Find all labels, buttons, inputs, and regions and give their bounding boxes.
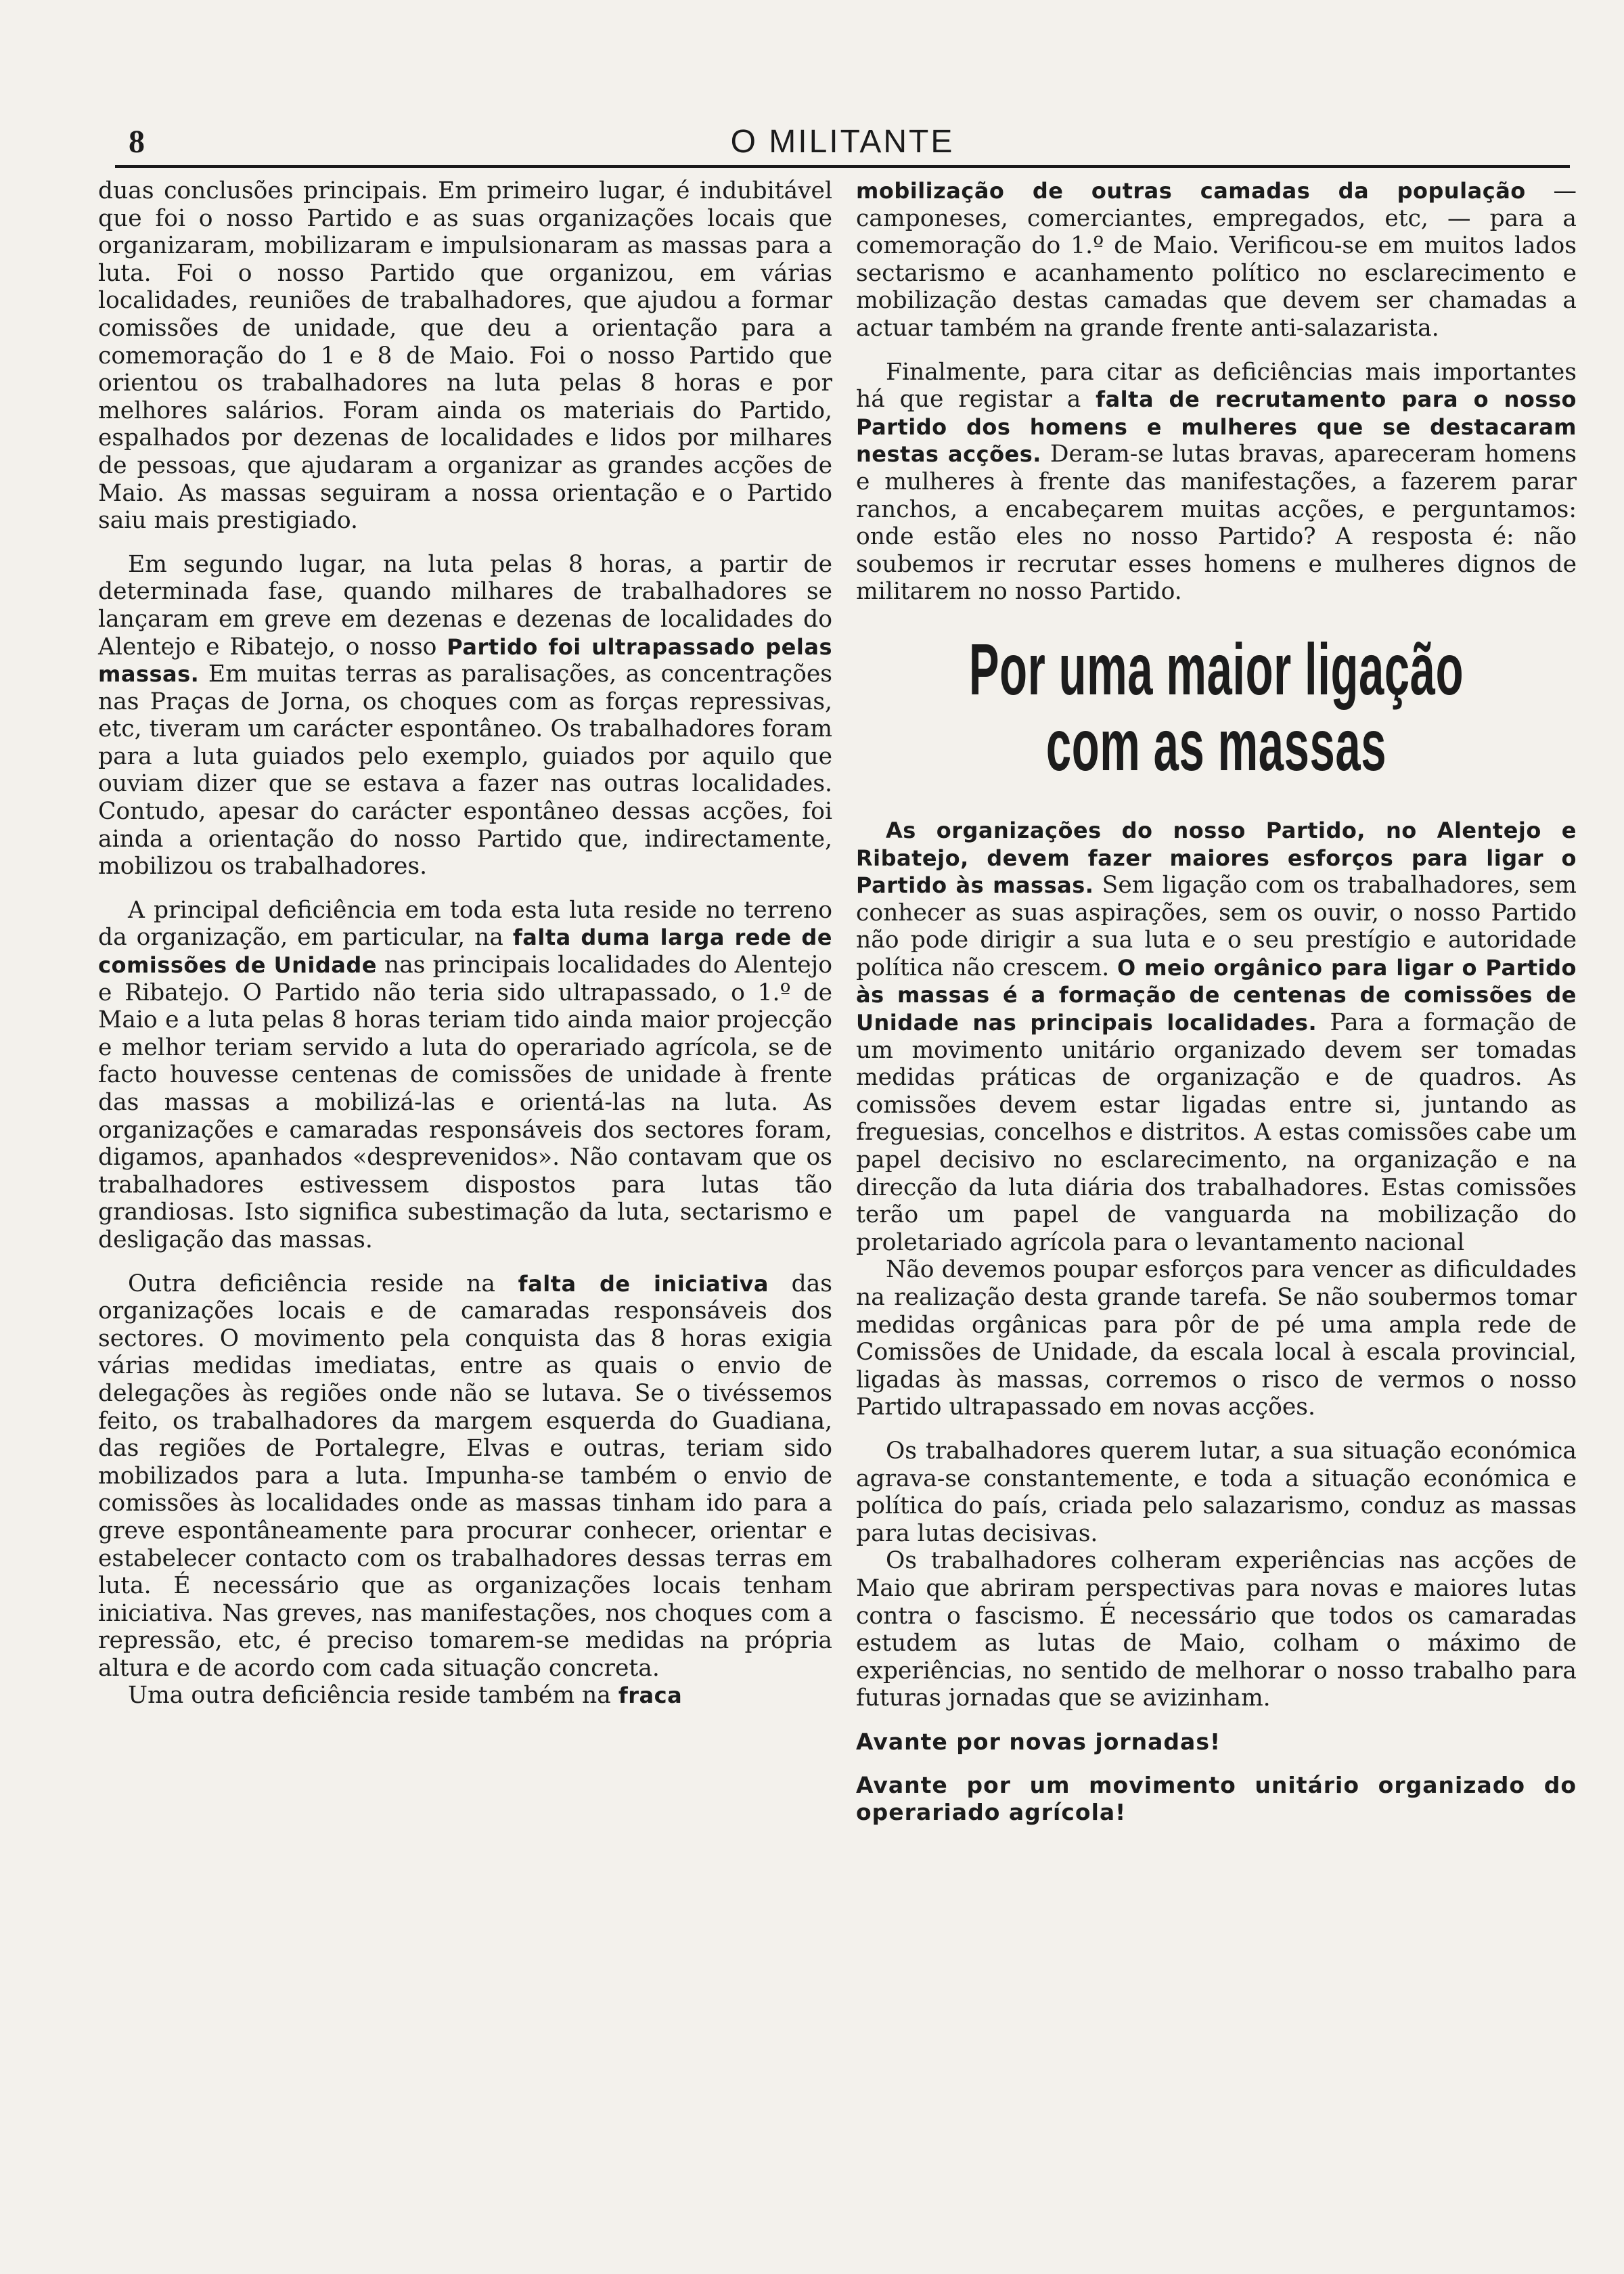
paragraph-text: Em segundo lugar, na luta pelas 8 horas, a partir de determinada fase, quando milhares de trabalhadores se lançaram em greve em dezenas e dezenas de localidades do Alentejo e Ribatejo, o nosso [98,550,832,661]
slogan: Avante por novas jornadas! [856,1728,1221,1755]
headline-line: com as massas [1045,703,1387,786]
paragraph-text: — camponeses, comerciantes, empregados, etc, — para a comemoração do 1.º de Maio. Verificou-se em muitos lados sectarismo e acanhamento político no esclarecimento e mobilização destas camadas que devem ser chamadas a actuar também na grande frente anti-salazarista. [856,177,1577,342]
emphasis-text: falta de iniciativa [518,1270,769,1297]
paragraph-text: Os trabalhadores querem lutar, a sua situação económica agrava-se constantemente, e toda a situação económica e política do país, criada pelo salazarismo, conduz as massas para lutas decisivas. [856,1437,1577,1547]
paragraph-text: nas principais localidades do Alentejo e Ribatejo. O Partido não teria sido ultrapassado, o 1.º de Maio e a luta pelas 8 horas teriam tido ainda maior projecção e melhor teriam servido a luta do operariado agrícola, se de facto houvesse centenas de comissões de unidade à frente das massas a mobilizá-las e orientá-las na luta. As organizações e camaradas responsáveis dos sectores foram, digamos, apanhados «desprevenidos». Não contavam que os trabalhadores estivessem dispostos para lutas tão grandiosas. Isto significa subestimação da luta, sectarismo e desligação das massas. [98,952,833,1253]
paragraph-text: Outra deficiência reside na [128,1270,518,1297]
emphasis-text: fraca [618,1682,683,1709]
emphasis-text: O meio orgânico para ligar o Partido às massas é a formação de centenas de comissões de Unidade nas principais localidades. [856,954,1577,1036]
emphasis-text: Partido foi ultrapassado pelas massas. [98,633,832,688]
paragraph-text: das organizações locais e de camaradas responsáveis dos sectores. O movimento pela conquista das 8 horas exigia várias medidas imediatas, entre as quais o envio de delegações às regiões onde não se lutava. Se o tivéssemos feito, os trabalhadores da margem esquerda do Guadiana, das regiões de Portalegre, Elvas e outras, teriam sido mobilizados para a luta. Impunha-se também o envio de comissões às localidades onde as massas tinham ido para a greve espontâneamente para procurar conhecer, orientar e estabelecer contacto com os trabalhadores dessas terras em luta. É necessário que as organizações locais tenham iniciativa. Nas greves, nas manifestações, nos choques com a repressão, etc, é preciso tomarem-se medidas na própria altura e de acordo com cada situação concreta. [98,1270,832,1682]
emphasis-text: falta de recrutamento para o nosso Partido dos homens e mulheres que se destacaram nestas acções. [856,386,1577,468]
paragraph-text: Uma outra deficiência reside também na [128,1682,618,1710]
paragraph-text: Finalmente, para citar as deficiências mais importantes há que registar a [856,358,1577,414]
paragraph [98,177,832,535]
paragraph-text: Para a formação de um movimento unitário organizado devem ser tomadas medidas práticas de organização e de quadros. As comissões devem estar ligadas entre si, juntando as freguesias, concelhos e distritos. A estas comissões cabe um papel decisivo no esclarecimento, na organização e na direcção da luta diária dos trabalhadores. Estas comissões terão um papel de vanguarda na mobilização do proletariado agrícola para o levantamento nacional [856,1009,1577,1256]
newspaper-title: O MILITANTE [730,124,955,160]
paragraph [856,1547,1577,1712]
paragraph-text: Deram-se lutas bravas, apareceram homens e mulheres à frente das manifestações, a fazerem parar ranchos, a encabeçarem muitas acções, e perguntamos: onde estão eles no nosso Partido? A resposta é: não soubemos ir recrutar esses homens e mulheres dignos de militarem no nosso Partido. [856,441,1577,606]
emphasis-text: As organizações do nosso Partido, no Alentejo e Ribatejo, devem fazer maiores esforços para ligar o Partido às massas. [856,817,1577,899]
emphasis-text: mobilização de outras camadas da população [856,178,1526,204]
header-rule [115,165,1570,168]
paragraph [856,359,1577,606]
page-header [115,120,1570,168]
paragraph [98,1270,832,1682]
paragraph-text: Os trabalhadores colheram experiências nas acções de Maio que abriram perspectivas para novas e maiores lutas contra o fascismo. É necessário que todos os camaradas estudem as lutas de Maio, colham o máximo de experiências, no sentido de melhorar o nosso trabalho para futuras jornadas que se avizinham. [856,1547,1577,1712]
paragraph [856,1437,1577,1547]
headline-line: Por uma maior ligação [968,627,1464,710]
paragraph [856,177,1577,342]
paragraph-text: Não devemos poupar esforços para vencer as dificuldades na realização desta grande tarefa. Se não soubermos tomar medidas orgânicas para pôr de pé uma ampla rede de Comissões de Unidade, da escala local à escala provincial, ligadas às massas, corremos o risco de vermos o nosso Partido ultrapassado em novas acções. [856,1256,1577,1421]
article-headline [918,627,1516,786]
emphasis-text: falta duma larga rede de comissões de Unidade [98,924,833,979]
paragraph [856,817,1577,1257]
right-column [856,177,1577,1842]
paragraph-text: A principal deficiência em toda esta luta reside no terreno da organização, em particular, na [98,896,832,952]
paragraph [856,1256,1577,1421]
page-number: 8 [129,124,145,160]
paragraph-text: Sem ligação com os trabalhadores, sem conhecer as suas aspirações, sem os ouvir, o nosso Partido não pode dirigir a sua luta e o seu prestígio e autoridade política não crescem. [856,872,1577,981]
paragraph-text: duas conclusões principais. Em primeiro lugar, é indubitável que foi o nosso Partido e as suas organizações locais que organizaram, mobilizaram e impulsionaram as massas para a luta. Foi o nosso Partido que organizou, em várias localidades, reuniões de trabalhadores, que ajudou a formar comissões de unidade, que deu a orientação para a comemoração do 1 e 8 de Maio. Foi o nosso Partido que orientou os trabalhadores na luta pelas 8 horas e por melhores salários. Foram ainda os materiais do Partido, espalhados por dezenas de localidades e lidos por milhares de pessoas, que ajudaram a organizar as grandes acções de Maio. As massas seguiram a nossa orientação e o Partido saiu mais prestigiado. [98,177,832,535]
slogan: Avante por um movimento unitário organizado do operariado agrícola! [856,1771,1577,1825]
paragraph [98,551,832,880]
paragraph [98,1682,832,1710]
paragraph-text: Em muitas terras as paralisações, as concentrações nas Praças de Jorna, os choques com as forças repressivas, etc, tiveram um carácter espontâneo. Os trabalhadores foram para a luta guiados pelo exemplo, guiados por aquilo que ouviam dizer que se estava a fazer nas outras localidades. Contudo, apesar do carácter espontâneo dessas acções, foi ainda a orientação do nosso Partido que, indirectamente, mobilizou os trabalhadores. [98,661,832,880]
paragraph [98,897,832,1254]
left-column [98,177,832,1710]
